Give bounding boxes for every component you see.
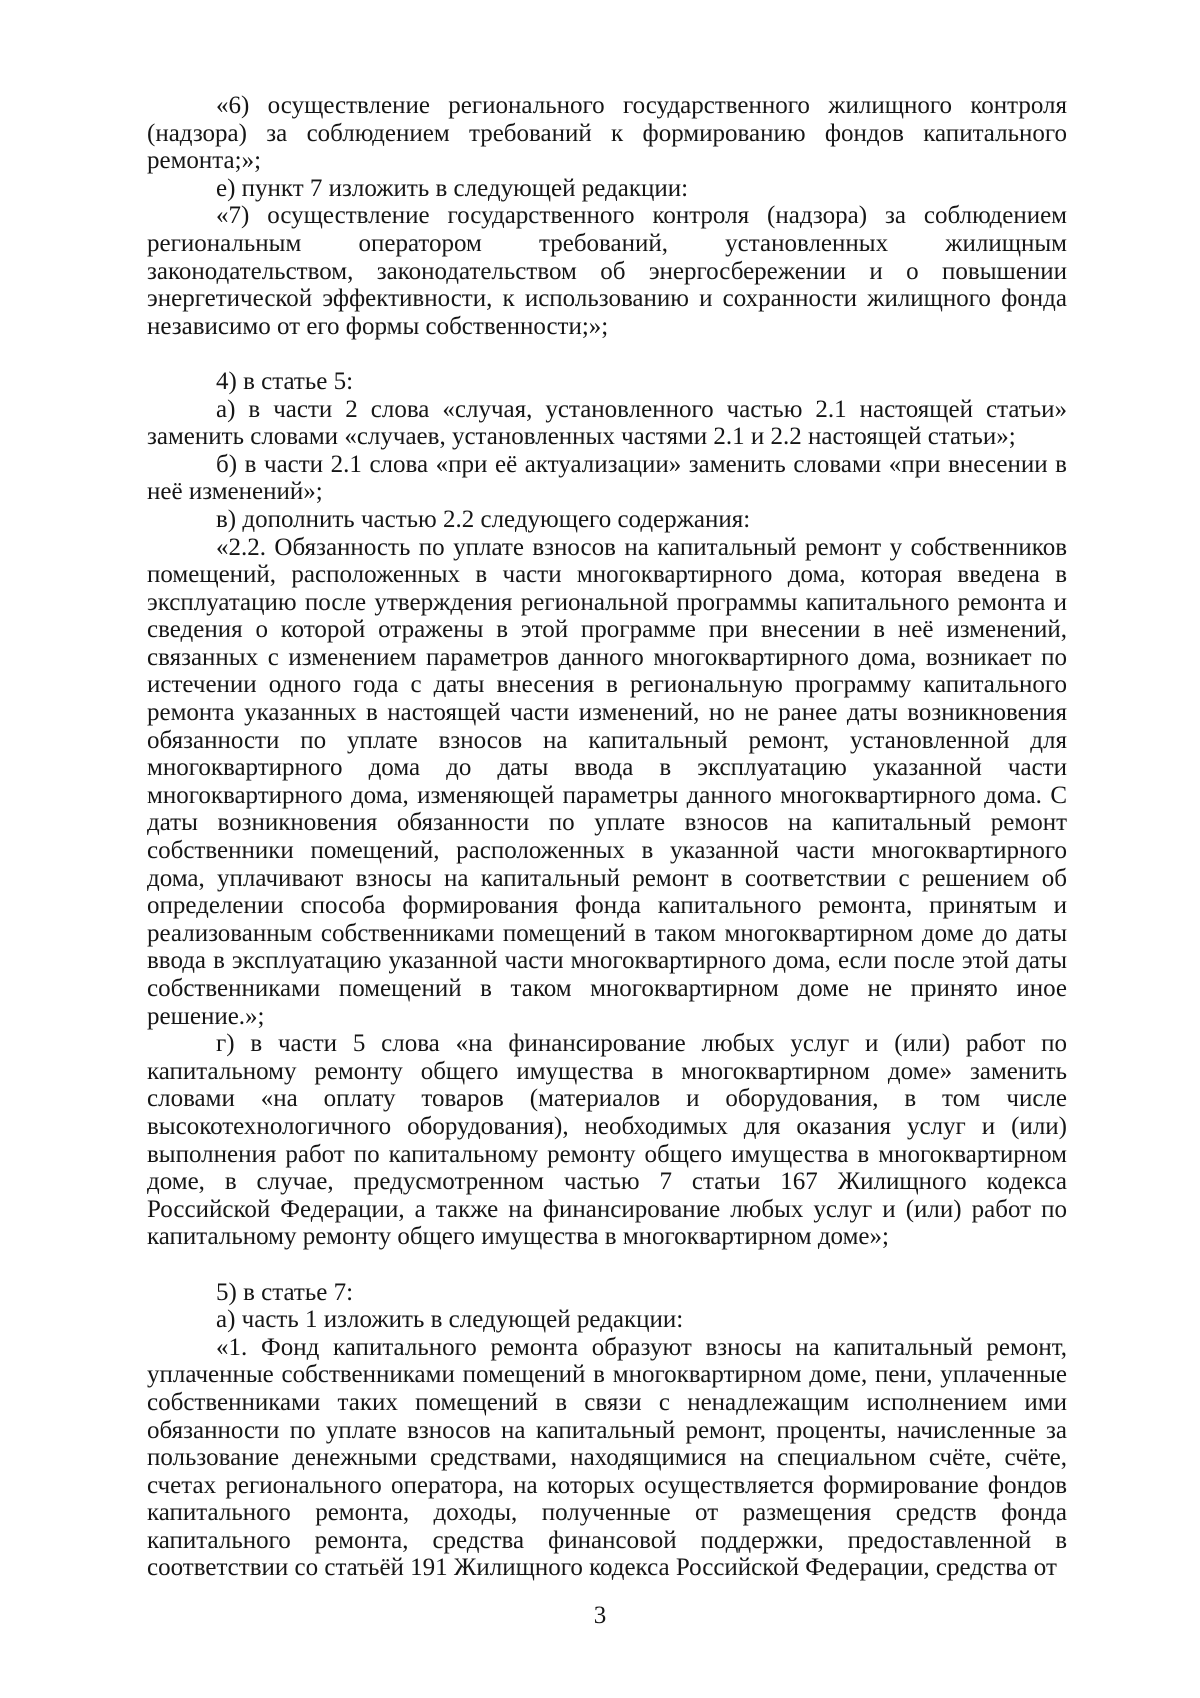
paragraph-article-7-item-a: а) часть 1 изложить в следующей редакции:: [216, 1306, 684, 1334]
paragraph-article-5-heading: 4) в статье 5:: [216, 367, 354, 395]
document-body: [147, 92, 1067, 1582]
paragraph-article-7-heading: 5) в статье 7:: [216, 1278, 354, 1306]
paragraph-6-regional-control: «6) осуществление регионального государственного жилищного контроля (надзора) за соблюдением требований к формированию фондов капитального ремонта;»;: [147, 92, 1067, 175]
paragraph-article-5-item-a: а) в части 2 слова «случая, установленного частью 2.1 настоящей статьи» заменить словами «случаев, установленных частями 2.1 и 2.2 настоящей статьи»;: [147, 395, 1067, 451]
paragraph-part-1-fund: «1. Фонд капитального ремонта образуют взносы на капитальный ремонт, уплаченные собственниками помещений в многоквартирном доме, пени, уплаченные собственниками таких помещений в связи с ненадлежащим исполнением ими обязанности по уплате взносов на капитальный ремонт, проценты, начисленные за пользование денежными средствами, находящимися на специальном счёте, счёте, счетах регионального оператора, на которых осуществляется формирование фондов капитального ремонта, доходы, полученные от размещения средств фонда капитального ремонта, средства финансовой поддержки, предоставленной в соответствии со статьёй 191 Жилищного кодекса Российской Федерации, средства от: [147, 1333, 1067, 1582]
page-number: 3: [593, 1602, 607, 1629]
paragraph-7-state-control: «7) осуществление государственного контроля (надзора) за соблюдением региональным оператором требований, установленных жилищным законодательством, законодательством об энергосбережении и о повышении энергетической эффективности, к использованию и сохранности жилищного фонда независимо от его формы собственности;»;: [147, 202, 1067, 340]
paragraph-article-5-item-b: б) в части 2.1 слова «при её актуализации» заменить словами «при внесении в неё изменений»;: [147, 450, 1067, 506]
paragraph-article-5-item-g: г) в части 5 слова «на финансирование любых услуг и (или) работ по капитальному ремонту общего имущества в многоквартирном доме» заменить словами «на оплату товаров (материалов и оборудования, в том числе высокотехнологичного оборудования), необходимых для оказания услуг и (или) выполнения работ по капитальному ремонту общего имущества в многоквартирном доме, в случае, предусмотренном частью 7 статьи 167 Жилищного кодекса Российской Федерации, а также на финансирование любых услуг и (или) работ по капитальному ремонту общего имущества в многоквартирном доме»;: [147, 1030, 1067, 1251]
paragraph-item-e: е) пункт 7 изложить в следующей редакции:: [216, 174, 689, 202]
paragraph-article-5-item-v: в) дополнить частью 2.2 следующего содержания:: [216, 505, 751, 533]
paragraph-part-2-2: «2.2. Обязанность по уплате взносов на капитальный ремонт у собственников помещений, расположенных в части многоквартирного дома, которая введена в эксплуатацию после утверждения региональной программы капитального ремонта и сведения о которой отражены в этой программе при внесении в неё изменений, связанных с изменением параметров данного многоквартирного дома, возникает по истечении одного года с даты внесения в региональную программу капитального ремонта указанных в настоящей части изменений, но не ранее даты возникновения обязанности по уплате взносов на капитальный ремонт, установленной для многоквартирного дома до даты ввода в эксплуатацию указанной части многоквартирного дома, изменяющей параметры данного многоквартирного дома. С даты возникновения обязанности по уплате взносов на капитальный ремонт собственники помещений, расположенных в указанной части многоквартирного дома, уплачивают взносы на капитальный ремонт в соответствии с решением об определении способа формирования фонда капитального ремонта, принятым и реализованным собственниками помещений в таком многоквартирном доме до даты ввода в эксплуатацию указанной части многоквартирного дома, если после этой даты собственниками помещений в таком многоквартирном доме не принято иное решение.»;: [147, 533, 1067, 1030]
